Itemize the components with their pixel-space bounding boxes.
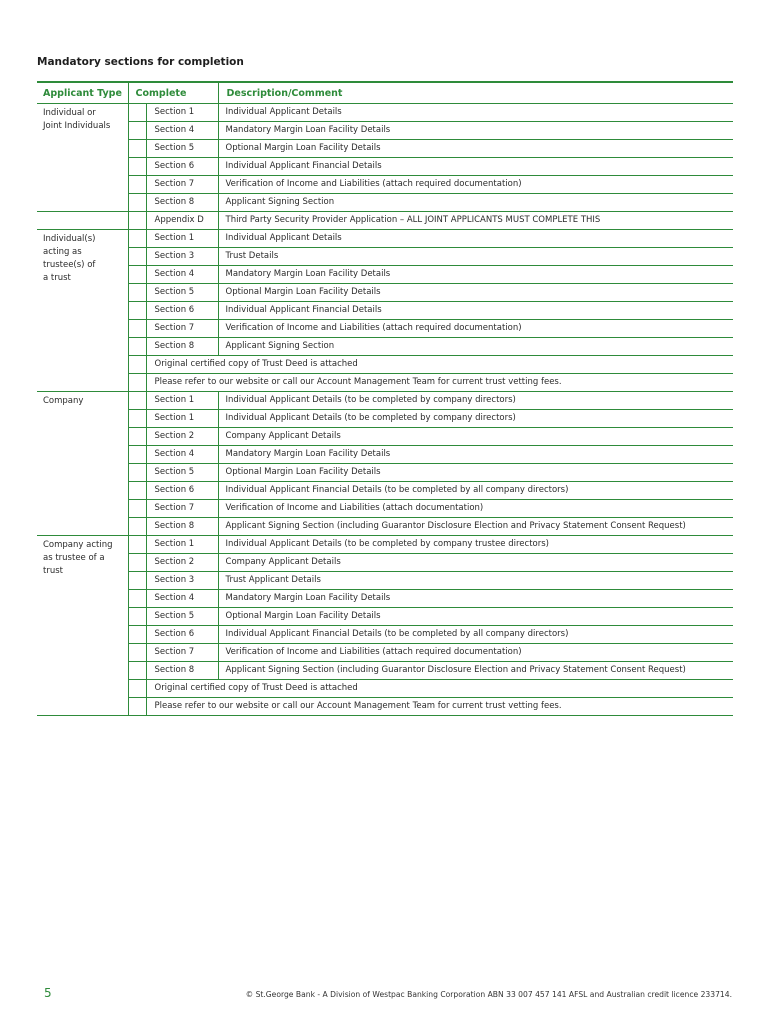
table-row — [37, 590, 733, 608]
complete-checkbox[interactable] — [128, 158, 146, 176]
section-label: Section 1 — [146, 104, 218, 122]
section-label: Section 4 — [146, 266, 218, 284]
section-label: Section 8 — [146, 662, 218, 680]
applicant-type-line: trustee(s) of — [43, 260, 96, 270]
table-row-note — [37, 374, 733, 392]
section-label: Section 6 — [146, 482, 218, 500]
section-label: Section 5 — [146, 140, 218, 158]
applicant-type-line: Individual(s) — [43, 234, 96, 244]
complete-checkbox[interactable] — [128, 644, 146, 662]
table-row — [37, 644, 733, 662]
applicant-type-cell — [37, 392, 128, 536]
table-row — [37, 626, 733, 644]
section-description: Individual Applicant Details — [218, 230, 733, 248]
section-label: Section 8 — [146, 194, 218, 212]
section-description: Individual Applicant Details (to be completed by company directors) — [218, 392, 733, 410]
complete-checkbox[interactable] — [128, 230, 146, 248]
section-description: Individual Applicant Financial Details — [218, 158, 733, 176]
table-row — [37, 338, 733, 356]
complete-checkbox[interactable] — [128, 212, 146, 230]
note-text: Original certified copy of Trust Deed is attached — [146, 680, 733, 698]
section-label: Section 1 — [146, 410, 218, 428]
section-description: Trust Applicant Details — [218, 572, 733, 590]
complete-checkbox[interactable] — [128, 104, 146, 122]
table-row — [37, 230, 733, 248]
applicant-type-line: as trustee of a — [43, 553, 105, 563]
complete-checkbox[interactable] — [128, 572, 146, 590]
mandatory-sections-table — [37, 81, 733, 716]
complete-checkbox[interactable] — [128, 320, 146, 338]
complete-checkbox[interactable] — [128, 266, 146, 284]
table-row — [37, 410, 733, 428]
section-description: Mandatory Margin Loan Facility Details — [218, 446, 733, 464]
section-label: Section 1 — [146, 230, 218, 248]
complete-checkbox[interactable] — [128, 626, 146, 644]
section-label: Section 7 — [146, 644, 218, 662]
section-description: Verification of Income and Liabilities (attach required documentation) — [218, 176, 733, 194]
section-label: Section 3 — [146, 572, 218, 590]
section-description: Optional Margin Loan Facility Details — [218, 284, 733, 302]
section-description: Mandatory Margin Loan Facility Details — [218, 122, 733, 140]
section-description: Individual Applicant Details (to be completed by company directors) — [218, 410, 733, 428]
header-applicant-type: Applicant Type — [37, 82, 128, 104]
complete-checkbox[interactable] — [128, 482, 146, 500]
complete-checkbox[interactable] — [128, 500, 146, 518]
section-label: Section 2 — [146, 428, 218, 446]
complete-checkbox[interactable] — [128, 446, 146, 464]
table-body — [37, 104, 733, 716]
table-row — [37, 212, 733, 230]
section-description: Individual Applicant Financial Details — [218, 302, 733, 320]
section-description: Optional Margin Loan Facility Details — [218, 608, 733, 626]
complete-checkbox[interactable] — [128, 554, 146, 572]
section-description: Third Party Security Provider Application – ALL JOINT APPLICANTS MUST COMPLETE THIS — [218, 212, 733, 230]
section-description: Company Applicant Details — [218, 554, 733, 572]
page-title: Mandatory sections for completion — [37, 56, 244, 68]
section-label: Section 6 — [146, 158, 218, 176]
complete-checkbox[interactable] — [128, 284, 146, 302]
section-label: Appendix D — [146, 212, 218, 230]
header-complete: Complete — [128, 82, 218, 104]
header-description: Description/Comment — [218, 82, 733, 104]
section-description: Applicant Signing Section (including Guarantor Disclosure Election and Privacy Statement Consent Request) — [218, 518, 733, 536]
complete-checkbox[interactable] — [128, 428, 146, 446]
applicant-type-line: Company — [43, 396, 84, 406]
table-row — [37, 320, 733, 338]
table-row-note — [37, 698, 733, 716]
applicant-type-cell — [37, 212, 128, 230]
table-row-note — [37, 356, 733, 374]
section-label: Section 5 — [146, 608, 218, 626]
complete-checkbox[interactable] — [128, 518, 146, 536]
section-label: Section 1 — [146, 536, 218, 554]
section-label: Section 6 — [146, 302, 218, 320]
complete-checkbox[interactable] — [128, 122, 146, 140]
note-text: Please refer to our website or call our Account Management Team for current trust vetting fees. — [146, 374, 733, 392]
section-description: Applicant Signing Section — [218, 338, 733, 356]
complete-checkbox[interactable] — [128, 176, 146, 194]
table-row — [37, 194, 733, 212]
table-row — [37, 284, 733, 302]
applicant-type-cell — [37, 104, 128, 212]
footer-legal-text: © St.George Bank - A Division of Westpac Banking Corporation ABN 33 007 457 141 AFSL and Australian credit licence 233714. — [245, 990, 732, 999]
table-row — [37, 104, 733, 122]
section-description: Verification of Income and Liabilities (attach required documentation) — [218, 320, 733, 338]
complete-checkbox[interactable] — [128, 356, 146, 374]
table-row — [37, 392, 733, 410]
section-description: Individual Applicant Financial Details (to be completed by all company directors) — [218, 482, 733, 500]
table-row — [37, 158, 733, 176]
complete-checkbox[interactable] — [128, 302, 146, 320]
table-row — [37, 302, 733, 320]
section-label: Section 3 — [146, 248, 218, 266]
section-label: Section 4 — [146, 446, 218, 464]
complete-checkbox[interactable] — [128, 338, 146, 356]
complete-checkbox[interactable] — [128, 392, 146, 410]
applicant-type-cell — [37, 230, 128, 392]
section-description: Applicant Signing Section (including Guarantor Disclosure Election and Privacy Statement Consent Request) — [218, 662, 733, 680]
section-description: Trust Details — [218, 248, 733, 266]
table-row — [37, 176, 733, 194]
table-row — [37, 572, 733, 590]
section-label: Section 5 — [146, 464, 218, 482]
table-row — [37, 140, 733, 158]
section-description: Applicant Signing Section — [218, 194, 733, 212]
complete-checkbox[interactable] — [128, 536, 146, 554]
table-row — [37, 248, 733, 266]
complete-checkbox[interactable] — [128, 662, 146, 680]
section-label: Section 7 — [146, 320, 218, 338]
section-label: Section 5 — [146, 284, 218, 302]
applicant-type-line: trust — [43, 566, 63, 576]
section-label: Section 8 — [146, 338, 218, 356]
table-row — [37, 428, 733, 446]
complete-checkbox[interactable] — [128, 140, 146, 158]
table-row — [37, 500, 733, 518]
complete-checkbox[interactable] — [128, 248, 146, 266]
table-row — [37, 482, 733, 500]
section-description: Verification of Income and Liabilities (attach required documentation) — [218, 644, 733, 662]
complete-checkbox[interactable] — [128, 374, 146, 392]
section-label: Section 7 — [146, 500, 218, 518]
applicant-type-line: Company acting — [43, 540, 113, 550]
section-description: Company Applicant Details — [218, 428, 733, 446]
complete-checkbox[interactable] — [128, 698, 146, 716]
complete-checkbox[interactable] — [128, 464, 146, 482]
table-row-note — [37, 680, 733, 698]
section-label: Section 6 — [146, 626, 218, 644]
table-row — [37, 662, 733, 680]
section-description: Optional Margin Loan Facility Details — [218, 140, 733, 158]
applicant-type-cell — [37, 536, 128, 716]
table-row — [37, 554, 733, 572]
table-row — [37, 266, 733, 284]
table-row — [37, 536, 733, 554]
applicant-type-line: Individual or — [43, 108, 96, 118]
table-row — [37, 464, 733, 482]
section-description: Mandatory Margin Loan Facility Details — [218, 266, 733, 284]
section-description: Optional Margin Loan Facility Details — [218, 464, 733, 482]
applicant-type-line: a trust — [43, 273, 71, 283]
section-label: Section 4 — [146, 122, 218, 140]
complete-checkbox[interactable] — [128, 590, 146, 608]
page-number: 5 — [44, 986, 52, 1000]
section-description: Mandatory Margin Loan Facility Details — [218, 590, 733, 608]
section-label: Section 1 — [146, 392, 218, 410]
complete-checkbox[interactable] — [128, 680, 146, 698]
section-label: Section 7 — [146, 176, 218, 194]
table-row — [37, 608, 733, 626]
table-header-row — [37, 82, 733, 104]
complete-checkbox[interactable] — [128, 194, 146, 212]
note-text: Please refer to our website or call our Account Management Team for current trust vetting fees. — [146, 698, 733, 716]
applicant-type-line: Joint Individuals — [43, 121, 111, 131]
table-row — [37, 518, 733, 536]
section-description: Individual Applicant Details (to be completed by company trustee directors) — [218, 536, 733, 554]
note-text: Original certified copy of Trust Deed is attached — [146, 356, 733, 374]
section-label: Section 4 — [146, 590, 218, 608]
complete-checkbox[interactable] — [128, 608, 146, 626]
section-description: Individual Applicant Financial Details (to be completed by all company directors) — [218, 626, 733, 644]
table-row — [37, 446, 733, 464]
table-row — [37, 122, 733, 140]
section-label: Section 2 — [146, 554, 218, 572]
complete-checkbox[interactable] — [128, 410, 146, 428]
section-label: Section 8 — [146, 518, 218, 536]
section-description: Individual Applicant Details — [218, 104, 733, 122]
applicant-type-line: acting as — [43, 247, 82, 257]
section-description: Verification of Income and Liabilities (attach documentation) — [218, 500, 733, 518]
